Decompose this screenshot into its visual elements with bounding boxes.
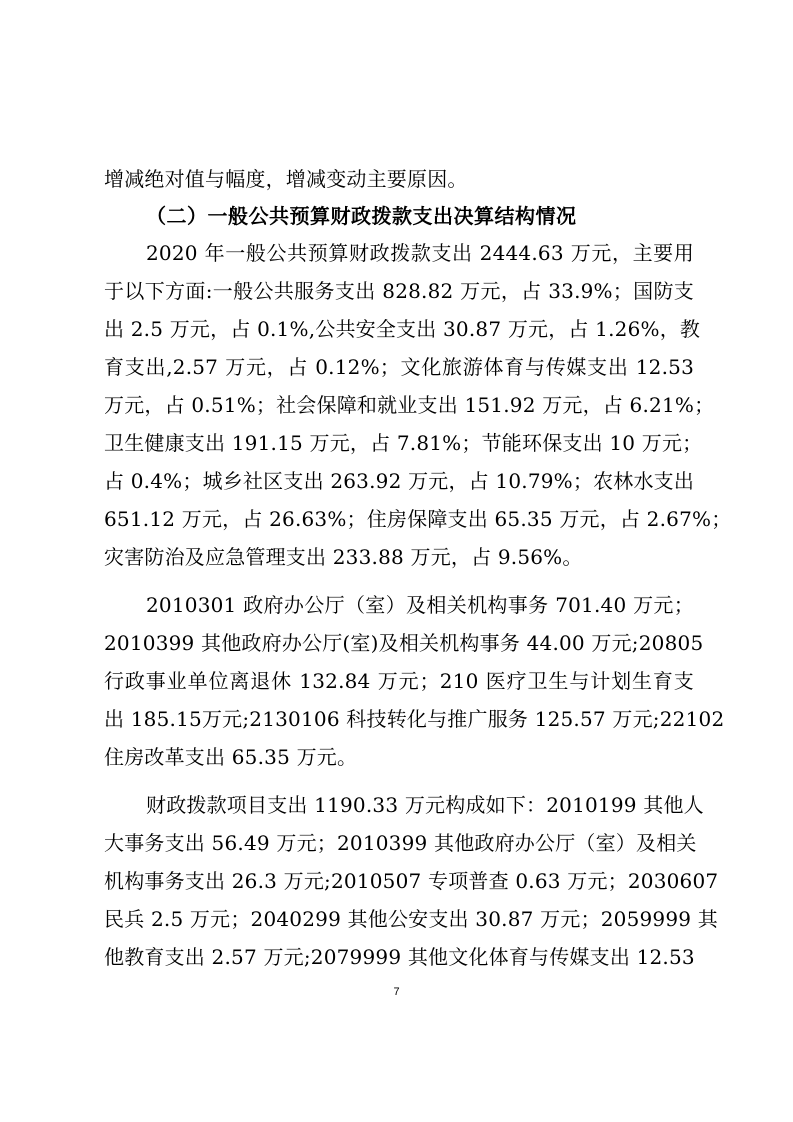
paragraph3-line: 民兵 2.5 万元；2040299 其他公安支出 30.87 万元；2059999 其: [104, 907, 718, 931]
paragraph1-line: 万元，占 0.51%；社会保障和就业支出 151.92 万元，占 6.21%；: [104, 393, 715, 417]
section-heading: （二）一般公共预算财政拨款支出决算结构情况: [146, 204, 577, 228]
paragraph2-line: 出 185.15万元;2130106 科技转化与推广服务 125.57 万元;22102: [104, 707, 725, 731]
paragraph2-line: 2010301 政府办公厅（室）及相关机构事务 701.40 万元；: [146, 593, 694, 617]
paragraph1-line: 出 2.5 万元，占 0.1%,公共安全支出 30.87 万元，占 1.26%，教: [104, 317, 701, 341]
paragraph1-line: 育支出,2.57 万元，占 0.12%；文化旅游体育与传媒支出 12.53: [104, 355, 694, 379]
paragraph1-line: 灾害防治及应急管理支出 233.88 万元，占 9.56%。: [104, 545, 583, 569]
intro-line: 增减绝对值与幅度，增减变动主要原因。: [104, 167, 468, 191]
paragraph3-line: 他教育支出 2.57 万元;2079999 其他文化体育与传媒支出 12.53: [104, 945, 695, 969]
paragraph2-line: 行政事业单位离退休 132.84 万元；210 医疗卫生与计划生育支: [104, 669, 694, 693]
paragraph1-line: 于以下方面:一般公共服务支出 828.82 万元，占 33.9%；国防支: [104, 279, 694, 303]
page-number: 7: [393, 986, 400, 998]
paragraph2-line: 住房改革支出 65.35 万元。: [104, 745, 358, 769]
paragraph1-line: 卫生健康支出 191.15 万元，占 7.81%；节能环保支出 10 万元；: [104, 431, 703, 455]
paragraph3-line: 机构事务支出 26.3 万元;2010507 专项普查 0.63 万元；2030607: [104, 869, 719, 893]
paragraph3-line: 财政拨款项目支出 1190.33 万元构成如下：2010199 其他人: [146, 793, 704, 817]
paragraph1-line: 2020 年一般公共预算财政拨款支出 2444.63 万元，主要用: [146, 241, 694, 265]
paragraph3-line: 大事务支出 56.49 万元；2010399 其他政府办公厅（室）及相关: [104, 831, 697, 855]
paragraph1-line: 651.12 万元，占 26.63%；住房保障支出 65.35 万元，占 2.67%；: [104, 507, 732, 531]
paragraph2-line: 2010399 其他政府办公厅(室)及相关机构事务 44.00 万元;20805: [104, 631, 704, 655]
paragraph1-line: 占 0.4%；城乡社区支出 263.92 万元，占 10.79%；农林水支出: [104, 469, 695, 493]
